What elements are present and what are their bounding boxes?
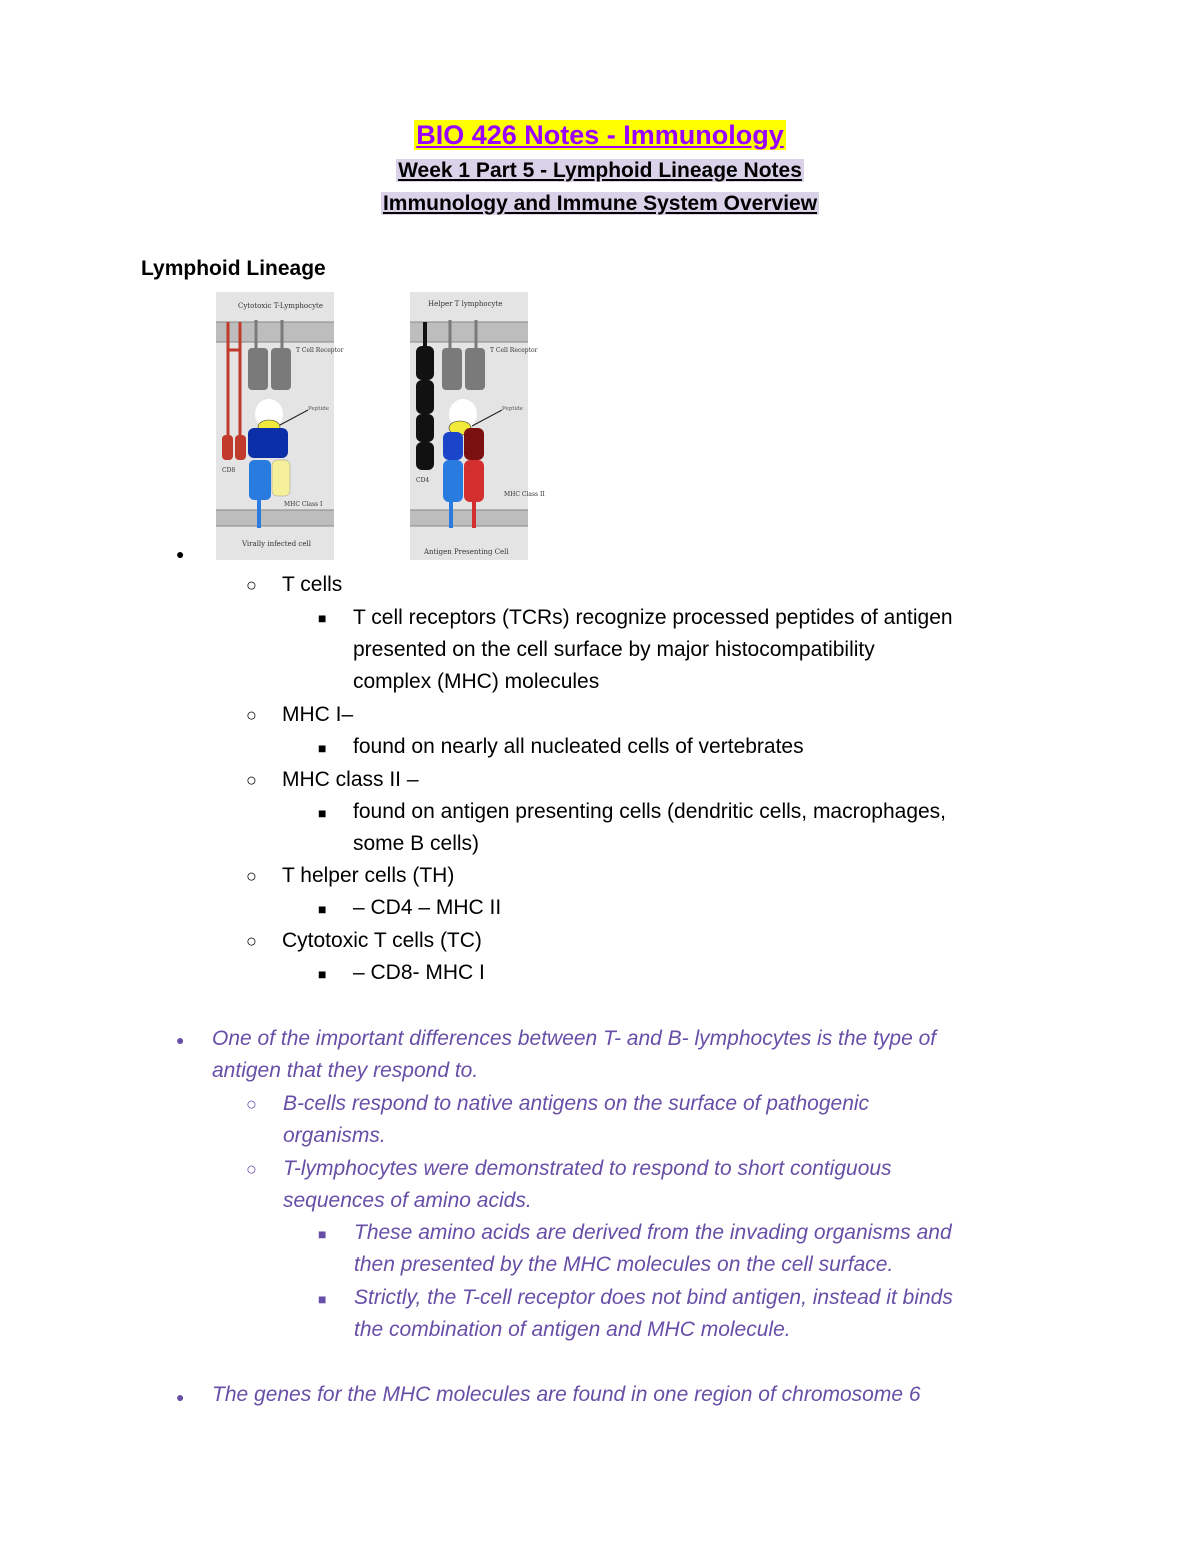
note-strict-1: Strictly, the T-cell receptor does not bind antigen, instead it binds	[354, 1286, 953, 1309]
cd4-domain	[416, 346, 434, 380]
mhc2-alpha1	[443, 432, 463, 460]
document-title: BIO 426 Notes - Immunology	[416, 120, 784, 150]
list-item-mhc2: MHC class II –	[282, 768, 419, 791]
note-tlymph-2: sequences of amino acids.	[283, 1189, 532, 1212]
fig-right-mhc: MHC Class II	[504, 491, 545, 498]
list-item-th-detail: – CD4 – MHC II	[353, 896, 502, 919]
tcr-chain	[442, 348, 462, 390]
mhc2-beta1	[464, 428, 484, 460]
section-heading: Lymphoid Lineage	[141, 257, 326, 280]
list-item-mhc2-detail-1: found on antigen presenting cells (dendritic cells, macrophages,	[353, 800, 947, 823]
cytotoxic-t-cell-diagram	[216, 292, 344, 560]
bullet-circle: ○	[246, 866, 257, 886]
bullet-square: ■	[318, 740, 327, 756]
list-item-t-cells: T cells	[282, 573, 343, 596]
fig-left-mhc: MHC Class I	[284, 501, 323, 508]
b2m-domain	[272, 460, 290, 496]
cd8-domain	[222, 435, 233, 460]
cd4-domain	[416, 414, 434, 442]
fig-left-title: Cytotoxic T-Lymphocyte	[238, 302, 323, 310]
bullet-square: ■	[318, 1291, 327, 1307]
bullet-circle: ○	[246, 705, 257, 725]
tcr-chain	[465, 348, 485, 390]
cd4-domain	[416, 380, 434, 414]
tcr-chain	[271, 348, 291, 390]
note-diff-1: One of the important differences between T- and B- lymphocytes is the type of	[212, 1027, 937, 1050]
cd8-domain	[235, 435, 246, 460]
mhc2-alpha2	[443, 460, 463, 502]
note-strict-2: the combination of antigen and MHC molecule.	[354, 1318, 791, 1341]
fig-left-tcr: T Cell Receptor	[296, 347, 344, 354]
bullet-circle: ○	[246, 1094, 257, 1114]
list-item-mhc1-detail: found on nearly all nucleated cells of vertebrates	[353, 735, 804, 758]
bullet-square: ■	[318, 966, 327, 982]
fig-left-peptide: Peptide	[308, 406, 329, 412]
document-subtitle-2: Immunology and Immune System Overview	[382, 192, 818, 215]
note-diff-2: antigen that they respond to.	[212, 1059, 479, 1082]
helper-t-cell-diagram	[410, 292, 545, 560]
bullet-square: ■	[318, 610, 327, 626]
document-subtitle: Week 1 Part 5 - Lymphoid Lineage Notes	[398, 159, 802, 182]
list-item-tc: Cytotoxic T cells (TC)	[282, 929, 482, 952]
mhc1-alpha	[248, 428, 288, 458]
list-item-tc-detail: – CD8- MHC I	[353, 961, 485, 984]
note-amino-2: then presented by the MHC molecules on the cell surface.	[354, 1253, 894, 1276]
mhc2-beta2	[464, 460, 484, 502]
bullet-circle: ○	[246, 575, 257, 595]
bullet-square: ■	[318, 901, 327, 917]
bullet-disc: ●	[176, 1389, 185, 1405]
bullet-disc: ●	[176, 1032, 185, 1048]
list-item-tcr-2: presented on the cell surface by major histocompatibility	[353, 638, 875, 661]
note-amino-1: These amino acids are derived from the invading organisms and	[354, 1221, 952, 1244]
bullet-circle: ○	[246, 770, 257, 790]
bullet-circle: ○	[246, 1159, 257, 1179]
fig-right-peptide: Peptide	[502, 406, 523, 412]
note-bcell-2: organisms.	[283, 1124, 386, 1147]
tcr-chain	[248, 348, 268, 390]
note-genes: The genes for the MHC molecules are found in one region of chromosome 6	[212, 1383, 921, 1406]
fig-left-cd8: CD8	[222, 467, 236, 474]
cd4-domain	[416, 442, 434, 470]
bullet-square: ■	[318, 805, 327, 821]
list-item-mhc1: MHC I–	[282, 703, 354, 726]
note-bcell-1: B-cells respond to native antigens on the surface of pathogenic	[283, 1092, 870, 1115]
note-tlymph-1: T-lymphocytes were demonstrated to respond to short contiguous	[283, 1157, 892, 1180]
fig-right-cd4: CD4	[416, 477, 430, 484]
fig-right-bottom: Antigen Presenting Cell	[424, 548, 509, 556]
bullet-circle: ○	[246, 931, 257, 951]
bullet-square: ■	[318, 1226, 327, 1242]
list-item-mhc2-detail-2: some B cells)	[353, 832, 480, 855]
list-item-tcr-1: T cell receptors (TCRs) recognize processed peptides of antigen	[353, 606, 953, 629]
fig-right-title: Helper T lymphocyte	[428, 300, 503, 308]
fig-right-tcr: T Cell Receptor	[490, 347, 538, 354]
fig-left-bottom: Virally infected cell	[242, 540, 311, 548]
list-item-tcr-3: complex (MHC) molecules	[353, 670, 600, 693]
bullet-disc: ●	[176, 546, 185, 562]
list-item-th: T helper cells (TH)	[282, 864, 455, 887]
mhc1-alpha3	[249, 460, 271, 500]
